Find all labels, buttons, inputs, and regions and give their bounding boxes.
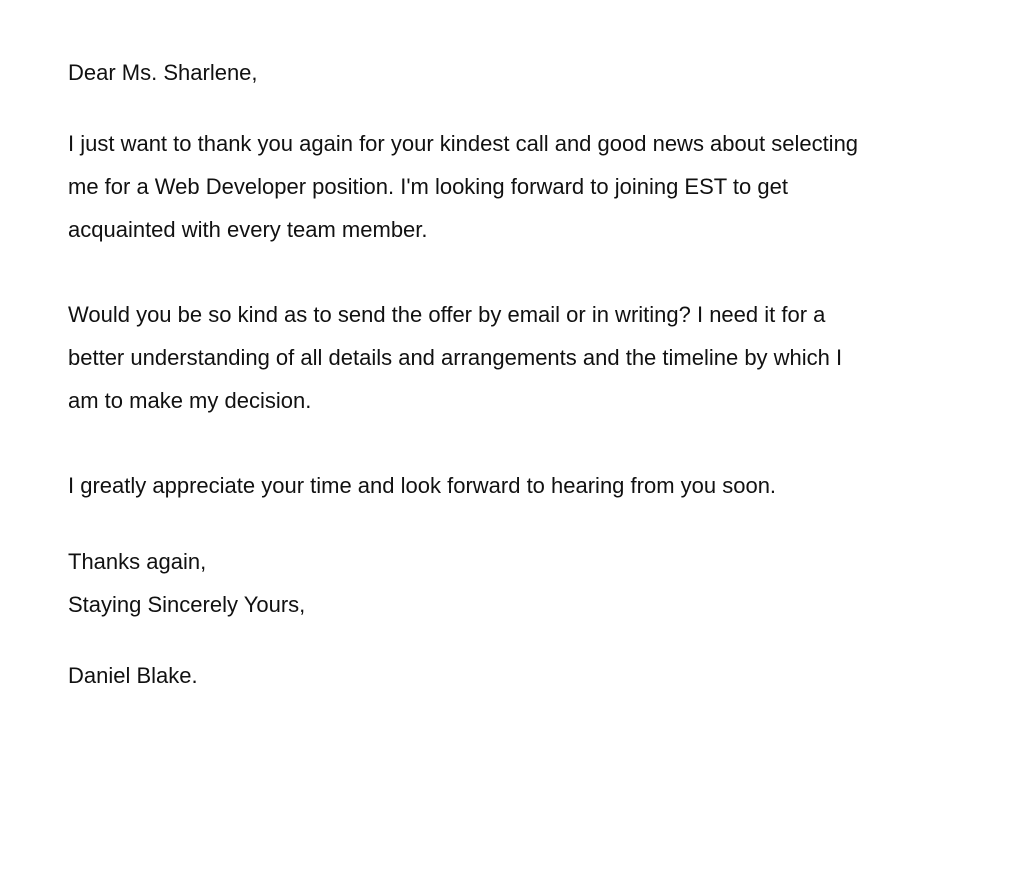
paragraph-line: I greatly appreciate your time and look forward to hearing from you soon. [68, 473, 777, 498]
paragraph-line: I just want to thank you again for your kindest call and good news about selecting [68, 131, 859, 156]
closing-line: Thanks again, [68, 549, 207, 574]
paragraph-line: am to make my decision. [68, 388, 312, 413]
paragraph-offer-request [68, 293, 842, 422]
paragraph-appreciation [68, 464, 776, 507]
paragraph-line: acquainted with every team member. [68, 217, 428, 242]
paragraph-thank-you [68, 122, 858, 251]
paragraph-line: Would you be so kind as to send the offer by email or in writing? I need it for a [68, 302, 826, 327]
signature-name: Daniel Blake. [68, 663, 198, 688]
closing [68, 540, 305, 626]
paragraph-line: better understanding of all details and arrangements and the timeline by which I [68, 345, 843, 370]
salutation: Dear Ms. Sharlene, [68, 60, 258, 85]
closing-line: Staying Sincerely Yours, [68, 592, 306, 617]
paragraph-line: me for a Web Developer position. I'm looking forward to joining EST to get [68, 174, 788, 199]
